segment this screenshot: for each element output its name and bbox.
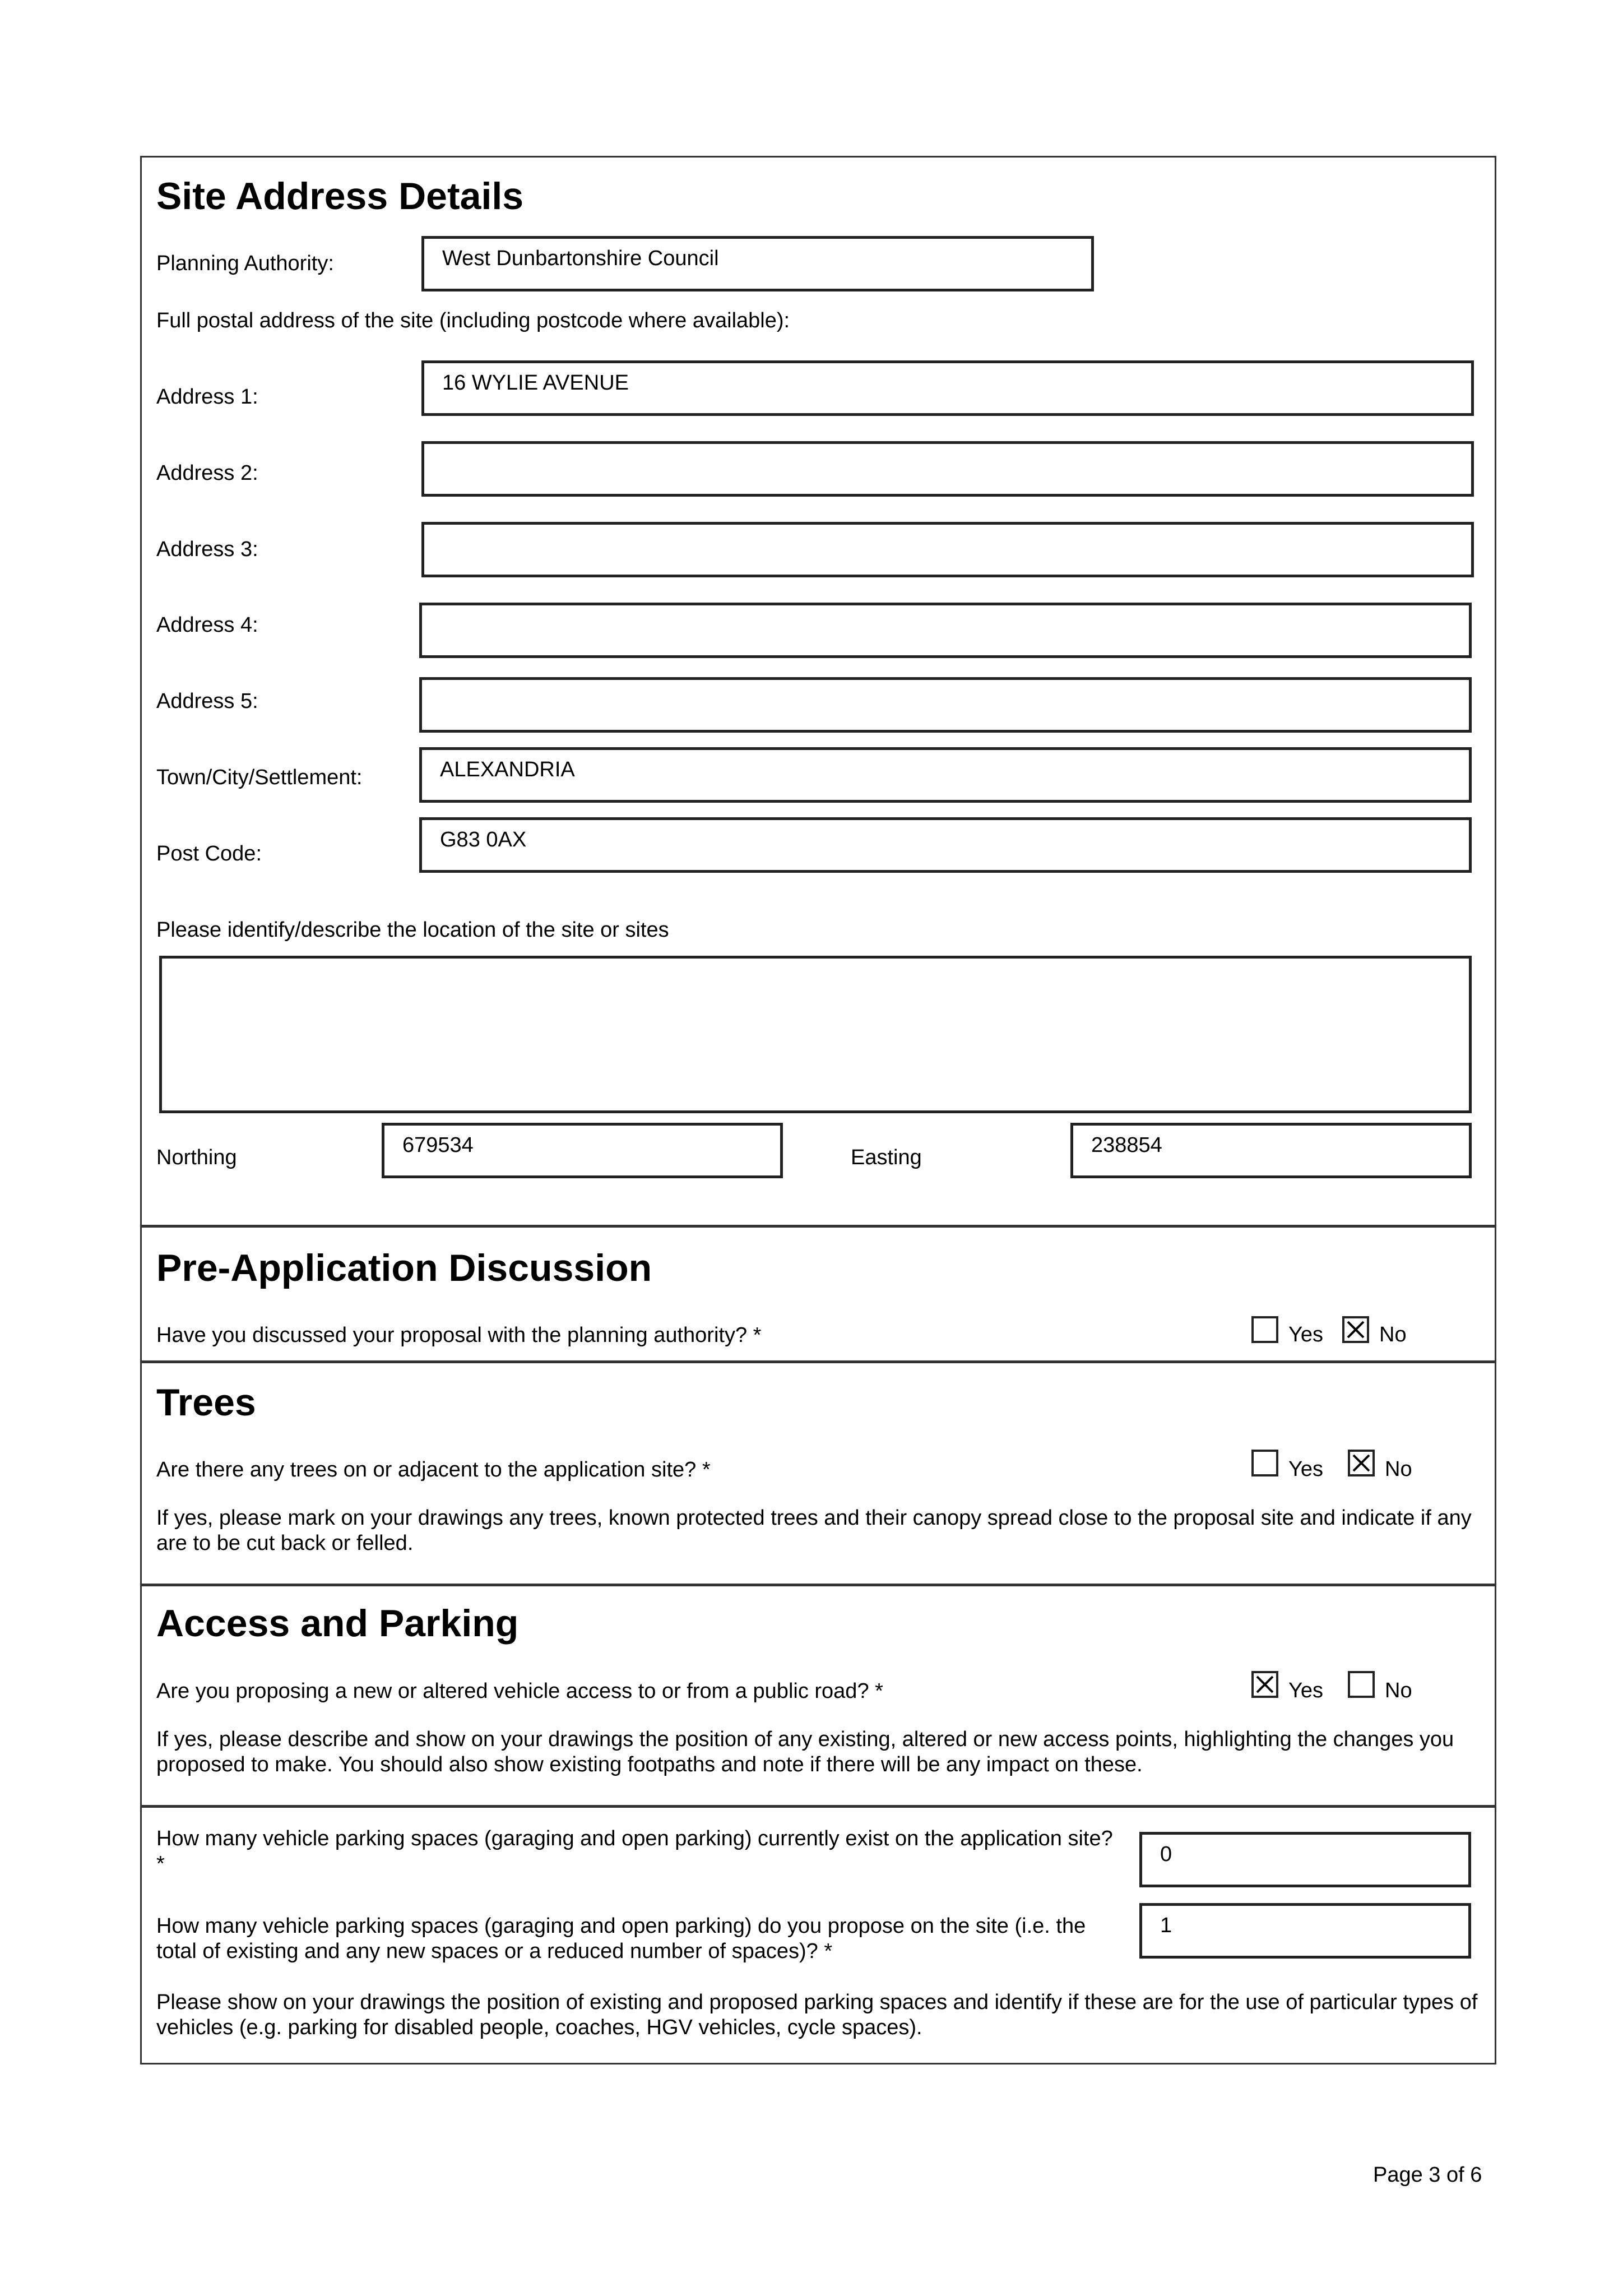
northing-label: Northing: [156, 1146, 237, 1169]
address-3-field[interactable]: [421, 522, 1474, 577]
planning-authority-label: Planning Authority:: [156, 252, 334, 275]
northing-value: 679534: [402, 1133, 474, 1157]
easting-field[interactable]: [1070, 1123, 1472, 1178]
trees-heading: Trees: [156, 1381, 256, 1424]
pre-application-heading: Pre-Application Discussion: [156, 1247, 652, 1289]
planning-authority-value: West Dunbartonshire Council: [442, 247, 719, 270]
trees-question: Are there any trees on or adjacent to the application site? *: [156, 1458, 711, 1482]
easting-label: Easting: [851, 1146, 922, 1169]
address-5-label: Address 5:: [156, 689, 258, 713]
address-4-label: Address 4:: [156, 613, 258, 637]
address-1-label: Address 1:: [156, 385, 258, 409]
proposed-parking-value: 1: [1160, 1914, 1172, 1937]
access-yes-checkbox[interactable]: [1251, 1671, 1278, 1698]
location-description-field[interactable]: [159, 956, 1472, 1113]
address-5-field[interactable]: [419, 677, 1472, 733]
town-label: Town/City/Settlement:: [156, 766, 363, 789]
pre-application-yes-checkbox[interactable]: [1251, 1316, 1278, 1343]
existing-parking-value: 0: [1160, 1843, 1172, 1866]
section-divider: [140, 1360, 1496, 1363]
post-code-value: G83 0AX: [440, 828, 527, 851]
post-code-field[interactable]: [419, 817, 1472, 873]
existing-parking-field[interactable]: [1139, 1832, 1471, 1887]
section-divider: [140, 1584, 1496, 1586]
section-divider: [140, 1805, 1496, 1808]
location-prompt: Please identify/describe the location of the site or sites: [156, 918, 669, 942]
access-no-checkbox[interactable]: [1348, 1671, 1375, 1698]
town-field[interactable]: [419, 747, 1472, 803]
page-number: Page 3 of 6: [1373, 2163, 1482, 2187]
address-4-field[interactable]: [419, 603, 1472, 658]
access-parking-heading: Access and Parking: [156, 1602, 519, 1645]
access-no-label: No: [1385, 1679, 1412, 1702]
address-1-field[interactable]: [421, 360, 1474, 416]
existing-parking-question: How many vehicle parking spaces (garaging and open parking) currently exist on the application site? *: [156, 1827, 1113, 1876]
proposed-parking-question: How many vehicle parking spaces (garaging and open parking) do you propose on the site (i.e. the total of existing and any new spaces or a reduced number of spaces)? *: [156, 1914, 1086, 1963]
site-address-heading: Site Address Details: [156, 175, 524, 217]
trees-note: If yes, please mark on your drawings any trees, known protected trees and their canopy spread close to the proposal site and indicate if any are to be cut back or felled.: [156, 1506, 1472, 1555]
access-question: Are you proposing a new or altered vehicle access to or from a public road? *: [156, 1679, 883, 1703]
trees-no-label: No: [1385, 1457, 1412, 1481]
access-yes-label: Yes: [1288, 1679, 1323, 1702]
easting-value: 238854: [1091, 1133, 1162, 1157]
trees-yes-checkbox[interactable]: [1251, 1450, 1278, 1476]
address-2-field[interactable]: [421, 441, 1474, 497]
town-value: ALEXANDRIA: [440, 758, 575, 781]
address-2-label: Address 2:: [156, 461, 258, 485]
parking-note: Please show on your drawings the position of existing and proposed parking spaces and identify if these are for the use of particular types of vehicles (e.g. parking for disabled people, coaches, HGV vehicles, cycle spaces).: [156, 1991, 1478, 2039]
postal-address-intro: Full postal address of the site (including postcode where available):: [156, 309, 790, 332]
pre-application-no-checkbox[interactable]: [1342, 1316, 1369, 1343]
pre-application-yes-label: Yes: [1288, 1323, 1323, 1346]
proposed-parking-field[interactable]: [1139, 1903, 1471, 1959]
planning-authority-field[interactable]: [421, 236, 1094, 291]
pre-application-question: Have you discussed your proposal with the planning authority? *: [156, 1323, 762, 1347]
address-1-value: 16 WYLIE AVENUE: [442, 371, 629, 395]
address-3-label: Address 3:: [156, 538, 258, 561]
access-note: If yes, please describe and show on your drawings the position of any existing, altered or new access points, highlighting the changes you proposed to make. You should also show existing footpaths and note if there will be any impact on these.: [156, 1728, 1454, 1776]
section-divider: [140, 1225, 1496, 1228]
northing-field[interactable]: [382, 1123, 783, 1178]
pre-application-no-label: No: [1379, 1323, 1407, 1346]
trees-no-checkbox[interactable]: [1348, 1450, 1375, 1476]
post-code-label: Post Code:: [156, 842, 262, 865]
trees-yes-label: Yes: [1288, 1457, 1323, 1481]
